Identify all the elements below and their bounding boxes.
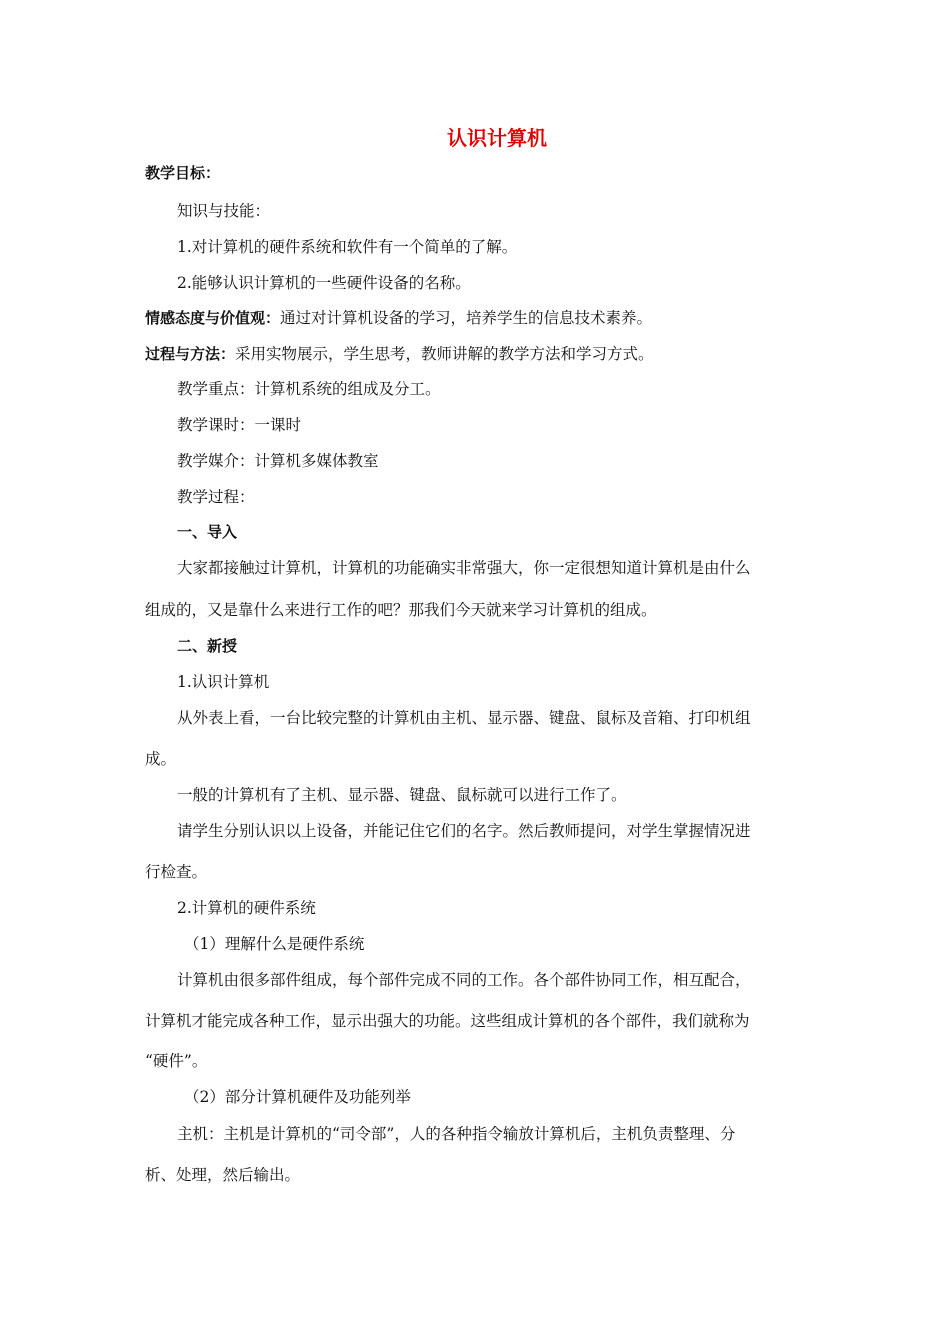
general-paragraph: 一般的计算机有了主机、显示器、键盘、鼠标就可以进行工作了。 — [177, 786, 627, 804]
page-title: 认识计算机 — [447, 126, 547, 150]
process-line — [145, 343, 654, 365]
appearance-paragraph-line-1: 从外表上看，一台比较完整的计算机由主机、显示器、键盘、鼠标及音箱、打印机组 — [177, 709, 751, 727]
subsection-2-1: （1）理解什么是硬件系统 — [184, 935, 365, 953]
subsection-2-2: （2）部分计算机硬件及功能列举 — [184, 1088, 411, 1106]
hardware-paragraph-line-2: 计算机才能完成各种工作，显示出强大的功能。这些组成计算机的各个部件，我们就称为 — [145, 1012, 750, 1030]
emotion-line — [145, 307, 652, 329]
emotion-text: 通过对计算机设备的学习，培养学生的信息技术素养。 — [280, 309, 653, 327]
emotion-label: 情感态度与价值观： — [145, 309, 281, 327]
goals-heading: 教学目标： — [145, 164, 221, 182]
host-paragraph-line-2: 析、处理，然后输出。 — [145, 1166, 301, 1184]
host-paragraph-line-1: 主机：主机是计算机的“司令部”，人的各种指令输放计算机后，主机负责整理、分 — [177, 1125, 736, 1143]
key-point: 教学重点：计算机系统的组成及分工。 — [177, 380, 441, 398]
intro-paragraph-line-2: 组成的，又是靠什么来进行工作的吧？那我们今天就来学习计算机的组成。 — [145, 601, 657, 619]
students-paragraph-line-1: 请学生分别认识以上设备，并能记住它们的名字。然后教师提问，对学生掌握情况进 — [177, 822, 751, 840]
knowledge-item-2: 2.能够认识计算机的一些硬件设备的名称。 — [177, 274, 471, 292]
subsection-1: 1.认识计算机 — [177, 673, 270, 691]
section-2-heading: 二、新授 — [177, 637, 238, 655]
knowledge-item-1: 1.对计算机的硬件系统和软件有一个简单的了解。 — [177, 238, 518, 256]
process-label: 过程与方法： — [145, 345, 236, 363]
section-1-heading: 一、导入 — [177, 523, 238, 541]
teaching-procedure: 教学过程： — [177, 488, 255, 506]
process-text: 采用实物展示，学生思考，教师讲解的教学方法和学习方式。 — [235, 345, 654, 363]
hardware-paragraph-line-3: “硬件”。 — [145, 1052, 208, 1070]
hardware-paragraph-line-1: 计算机由很多部件组成，每个部件完成不同的工作。各个部件协同工作，相互配合， — [177, 971, 751, 989]
students-paragraph-line-2: 行检查。 — [145, 863, 208, 881]
teaching-media: 教学媒介：计算机多媒体教室 — [177, 452, 379, 470]
class-hours: 教学课时：一课时 — [177, 416, 302, 434]
knowledge-heading: 知识与技能： — [177, 202, 271, 220]
subsection-2: 2.计算机的硬件系统 — [177, 899, 316, 917]
intro-paragraph-line-1: 大家都接触过计算机，计算机的功能确实非常强大，你一定很想知道计算机是由什么 — [177, 559, 751, 577]
appearance-paragraph-line-2: 成。 — [145, 750, 177, 768]
